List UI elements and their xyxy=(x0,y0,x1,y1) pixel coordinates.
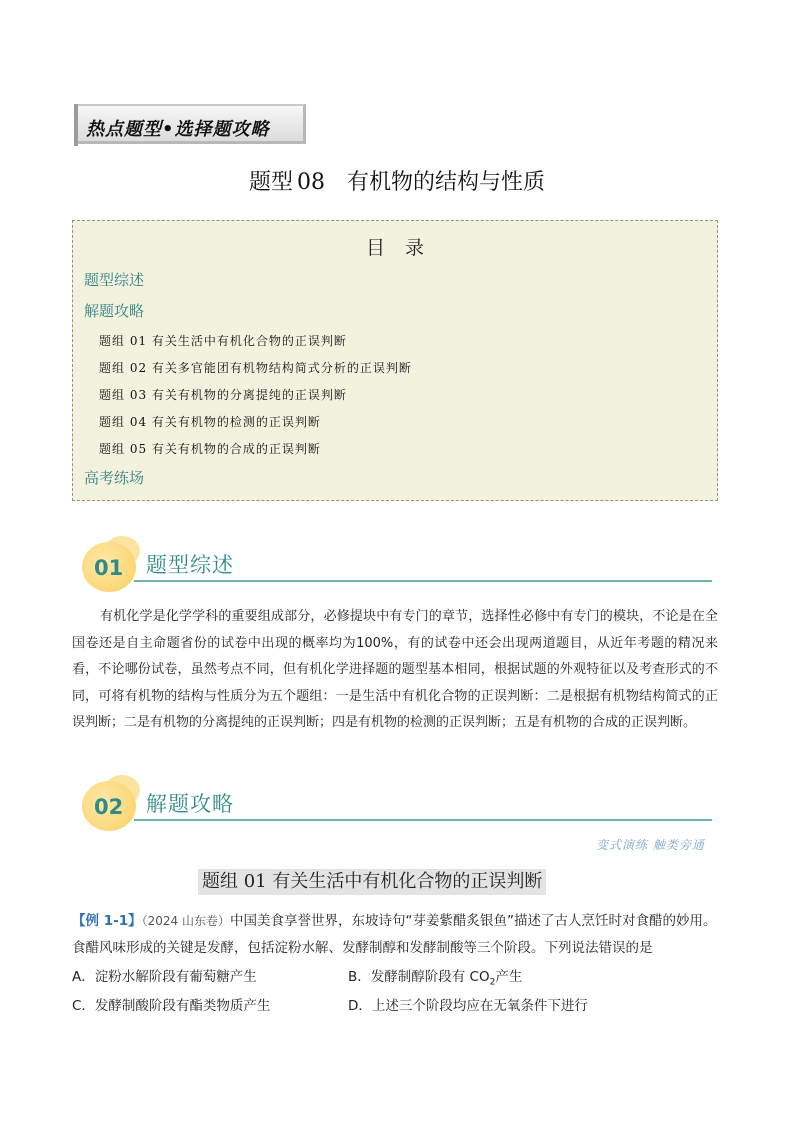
toc-group-label: 题组 04 xyxy=(99,415,148,429)
toc-group-text: 有关多官能团有机物结构简式分析的正误判断 xyxy=(151,361,412,375)
title-number: 08 xyxy=(297,170,325,195)
toc-item-strategy[interactable]: 解题攻略 xyxy=(84,302,145,320)
section-number: 01 xyxy=(94,556,124,580)
toc-item-group-01[interactable] xyxy=(99,332,347,349)
section-title: 解题攻略 xyxy=(146,792,234,816)
toc-group-text: 有关有机物的分离提纯的正误判断 xyxy=(151,388,347,402)
option-b-text: B．发酵制醇阶段有 CO xyxy=(348,969,490,985)
overview-paragraph: 有机化学是化学学科的重要组成部分，必修提块中有专门的章节，选择性必修中有专门的模块，不论是在全国卷还是自主命题省份的试卷中出现的概率均为100%，有的试卷中还会出现两道题目，从近年考题的精况来看，不论哪份试卷，虽然考点不同，但有机化学进择题的题型基本相同，根据试题的外观特征以及考查形式的不同，可将有机物的结构与性质分为五个题组：一是生活中有机化合物的正误判断：二是根据有机物结构简式的正误判断；二是有机物的分离提纯的正误判断；四是有机物的检测的正误判断；五是有机物的合成的正误判断。 xyxy=(72,609,718,730)
page-title xyxy=(0,165,794,196)
toc-heading: 目录 xyxy=(365,237,444,259)
question-source: （2024 山东卷） xyxy=(141,914,230,928)
toc-item-group-03[interactable] xyxy=(99,386,347,403)
section-divider xyxy=(134,819,712,821)
question-tag: 【例 1-1】 xyxy=(72,913,142,929)
toc-item-overview[interactable]: 题型综述 xyxy=(84,271,145,289)
question-text-1: 中国美食享誉世界，东坡诗句“芽姜紫醋炙银鱼”描述了古人烹饪时对食醋的妙用。 xyxy=(229,913,717,929)
section-header-strategy xyxy=(80,775,716,835)
title-prefix: 题型 xyxy=(248,170,293,195)
question-line-1 xyxy=(72,909,732,929)
title-text: 有机物的结构与性质 xyxy=(347,170,546,195)
question-line-2: 食醋风味形成的关键是发酵，包括淀粉水解、发酵制醇和发酵制酸等三个阶段。下列说法错误的是 xyxy=(72,940,653,956)
section-banner xyxy=(76,104,306,144)
option-a[interactable]: A．淀粉水解阶段有葡萄糖产生 xyxy=(72,969,257,985)
toc-group-label: 题组 05 xyxy=(99,442,148,456)
toc-group-text: 有关生活中有机化合物的正误判断 xyxy=(151,334,347,348)
toc-group-text: 有关有机物的合成的正误判断 xyxy=(151,442,321,456)
toc-group-label: 题组 01 xyxy=(99,334,148,348)
toc-group-label: 题组 02 xyxy=(99,361,148,375)
option-c[interactable]: C．发酵制酸阶段有酯类物质产生 xyxy=(72,998,271,1014)
option-b[interactable] xyxy=(348,965,522,988)
toc-item-group-04[interactable] xyxy=(99,413,321,430)
option-d[interactable]: D．上述三个阶段均应在无氧条件下进行 xyxy=(348,998,588,1014)
banner-label: 热点题型•选择题攻略 xyxy=(86,119,270,140)
section-title: 题型综述 xyxy=(146,553,234,577)
group-text: 有关生活中有机化合物的正误判断 xyxy=(272,871,543,892)
group-label: 题组 01 xyxy=(202,871,267,892)
toc-item-group-02[interactable] xyxy=(99,359,412,376)
toc-group-text: 有关有机物的检测的正误判断 xyxy=(151,415,321,429)
table-of-contents xyxy=(72,220,718,501)
toc-item-group-05[interactable] xyxy=(99,440,321,457)
section-divider xyxy=(134,580,712,582)
toc-item-practice[interactable]: 高考练场 xyxy=(84,469,145,487)
tagline: 变式演练 触类旁通 xyxy=(596,838,705,852)
section-header-overview xyxy=(80,536,716,596)
section-number: 02 xyxy=(94,795,124,819)
option-b-subscript: 2 xyxy=(489,977,496,988)
toc-group-label: 题组 03 xyxy=(99,388,148,402)
group-title xyxy=(198,869,546,895)
option-b-suffix: 产生 xyxy=(495,969,523,985)
